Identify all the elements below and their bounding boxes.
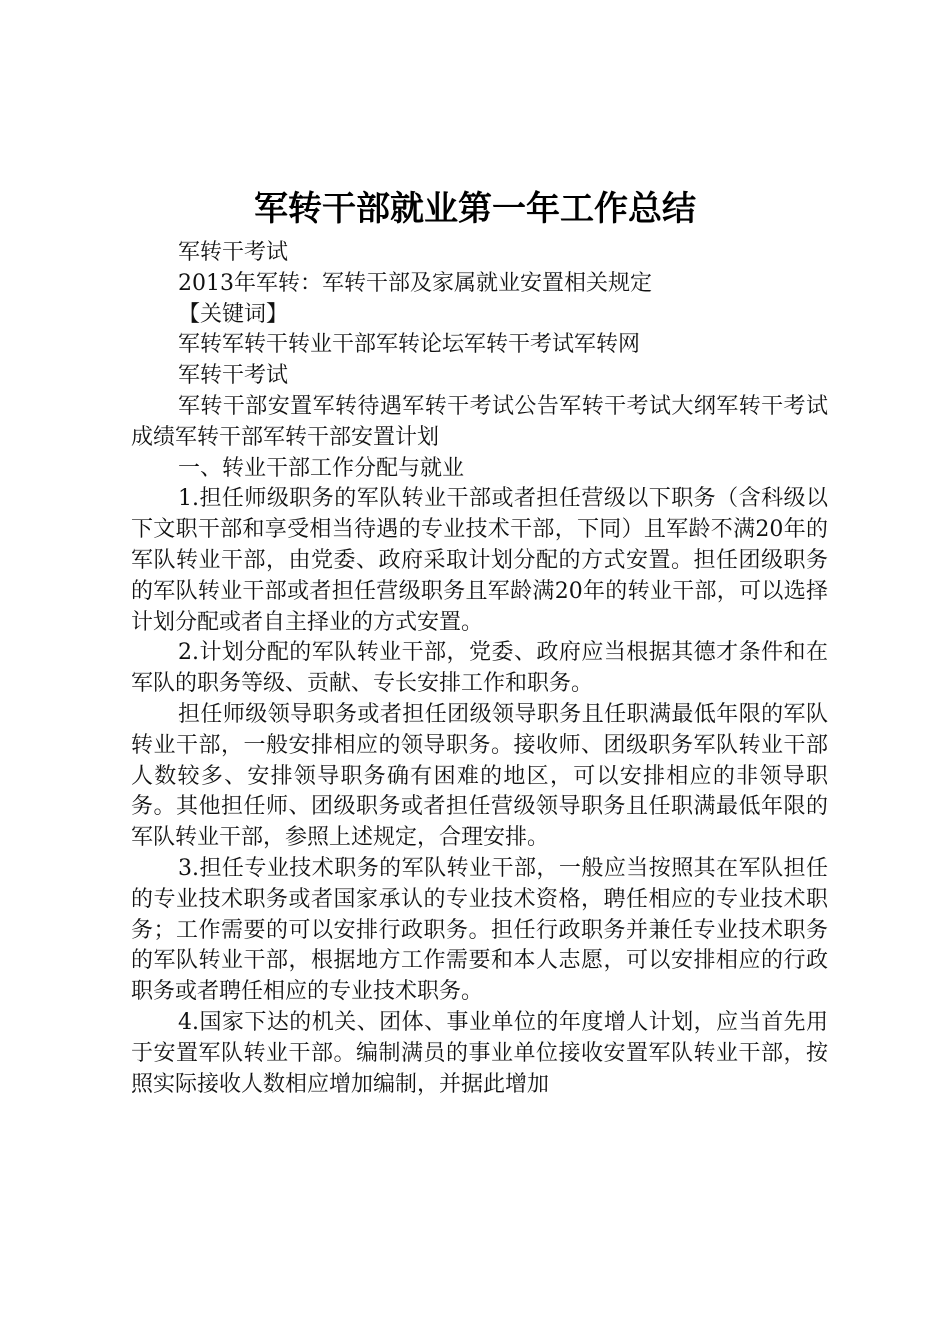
paragraph: 军转军转干转业干部军转论坛军转干考试军转网 (178, 332, 641, 358)
paragraph: 军转干部安置军转待遇军转干考试公告军转干考试大纲军转干考试成绩军转干部军转干部安置计划 (131, 393, 828, 450)
paragraph: 2013年军转：军转干部及家属就业安置相关规定 (178, 270, 652, 296)
paragraph: 2.计划分配的军队转业干部，党委、政府应当根据其德才条件和在军队的职务等级、贡献、专长安排工作和职务。 (131, 640, 828, 697)
paragraph: 【关键词】 (178, 301, 289, 327)
paragraph: 军转干考试 (178, 240, 289, 265)
paragraph: 一、转业干部工作分配与就业 (178, 455, 465, 481)
paragraph: 1.担任师级职务的军队转业干部或者担任营级以下职务（含科级以下文职干部和享受相当待遇的专业技术干部，下同）且军龄不满20年的军队转业干部，由党委、政府采取计划分配的方式安置。担任团级职务的军队转业干部或者担任营级职务且军龄满20年的转业干部，可以选择计划分配或者自主择业的方式安置。 (131, 486, 828, 635)
paragraph: 担任师级领导职务或者担任团级领导职务且任职满最低年限的军队转业干部，一般安排相应的领导职务。接收师、团级职务军队转业干部人数较多、安排领导职务确有困难的地区，可以安排相应的非领导职务。其他担任师、团级职务或者担任营级领导职务且任职满最低年限的军队转业干部，参照上述规定，合理安排。 (131, 701, 828, 851)
paragraph: 军转干考试 (178, 363, 289, 389)
paragraph: 4.国家下达的机关、团体、事业单位的年度增人计划，应当首先用于安置军队转业干部。编制满员的事业单位接收安置军队转业干部，按照实际接收人数相应增加编制，并据此增加 (131, 1009, 828, 1097)
paragraph: 3.担任专业技术职务的军队转业干部，一般应当按照其在军队担任的专业技术职务或者国家承认的专业技术资格，聘任相应的专业技术职务；工作需要的可以安排行政职务。担任行政职务并兼任专业技术职务的军队转业干部，根据地方工作需要和本人志愿，可以安排相应的行政职务或者聘任相应的专业技术职务。 (131, 855, 828, 1005)
document-body (131, 238, 828, 1100)
document-title: 军转干部就业第一年工作总结 (254, 189, 696, 229)
